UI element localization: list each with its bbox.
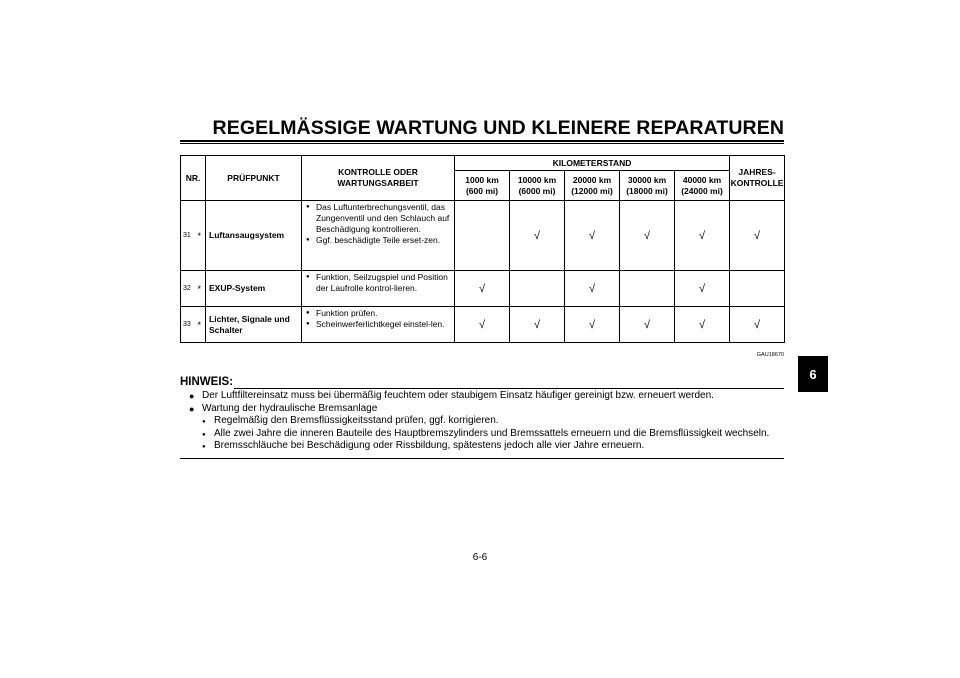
header-annual-line2: KONTROLLE [730, 178, 784, 188]
header-work-line2: WARTUNGSARBEIT [337, 178, 419, 188]
check-cell [620, 271, 675, 307]
header-work-line1: KONTROLLE ODER [338, 167, 418, 177]
note-subitem: ● Bremsschläuche bei Beschädigung oder Rissbildung, spätestens jedoch alle vier Jahre erneuern. [180, 440, 784, 453]
row-item [206, 307, 302, 343]
row-work [302, 307, 455, 343]
interval-mi: (12000 mi) [571, 185, 613, 196]
note-item: ● Der Luftfiltereinsatz muss bei übermäßig feuchtem oder staubigem Einsatz häufiger gereinigt bzw. erneuert werden. [180, 390, 784, 403]
note-subitem: ● Regelmäßig den Bremsflüssigkeitsstand prüfen, ggf. korrigieren. [180, 415, 784, 428]
row-number: 31 [181, 201, 198, 271]
table-row [181, 271, 785, 307]
header-work [302, 156, 455, 201]
note-body [180, 390, 784, 453]
check-cell [730, 271, 785, 307]
check-cell: √ [565, 271, 620, 307]
interval-mi: (18000 mi) [626, 185, 668, 196]
interval-mi: (6000 mi) [518, 185, 556, 196]
header-annual [730, 156, 785, 201]
note-item: ● Wartung der hydraulische Bremsanlage [180, 403, 784, 416]
note-rule [234, 388, 784, 389]
check-cell [510, 271, 565, 307]
header-interval [675, 171, 730, 201]
header-interval [620, 171, 675, 201]
check-cell: √ [510, 307, 565, 343]
work-bullet: ● Das Luftunterbrechungsventil, das Zungenventil und den Schlauch auf Beschädigung kontrollieren. [316, 202, 452, 235]
table-row [181, 201, 785, 271]
check-cell: √ [675, 271, 730, 307]
check-cell: √ [675, 201, 730, 271]
row-star: * [198, 271, 206, 307]
check-cell: √ [565, 201, 620, 271]
interval-mi: (600 mi) [465, 185, 499, 196]
check-cell: √ [675, 307, 730, 343]
row-item [206, 201, 302, 271]
header-interval [455, 171, 510, 201]
row-item-line1: Luftansaugsystem [209, 230, 285, 240]
chapter-tab: 6 [798, 356, 828, 392]
check-cell: √ [730, 307, 785, 343]
row-work [302, 201, 455, 271]
header-annual-line1: JAHRES- [738, 167, 776, 177]
page-number: 6-6 [472, 552, 488, 563]
row-star: * [198, 307, 206, 343]
work-bullet: ● Scheinwerferlichtkegel einstel-len. [316, 319, 452, 330]
row-work [302, 271, 455, 307]
interval-km: 40000 km [682, 174, 722, 185]
work-bullet: ● Ggf. beschädigte Teile erset-zen. [316, 235, 452, 246]
work-bullet: ● Funktion, Seilzugspiel und Position der Laufrolle kontrol-lieren. [316, 272, 452, 294]
check-cell: √ [730, 201, 785, 271]
interval-km: 1000 km [465, 174, 499, 185]
header-km-group: KILOMETERSTAND [455, 156, 730, 171]
note-label: HINWEIS: [180, 376, 234, 388]
maintenance-table [180, 155, 785, 343]
page-title: REGELMÄSSIGE WARTUNG UND KLEINERE REPARATUREN [212, 117, 784, 139]
work-bullet: ● Funktion prüfen. [316, 308, 452, 319]
header-interval [510, 171, 565, 201]
interval-km: 10000 km [517, 174, 557, 185]
interval-km: 20000 km [572, 174, 612, 185]
check-cell: √ [620, 201, 675, 271]
check-cell: √ [510, 201, 565, 271]
check-cell: √ [455, 271, 510, 307]
header-nr: NR. [181, 156, 206, 201]
row-item-line2: Schalter [209, 324, 243, 335]
note-subitem: ● Alle zwei Jahre die inneren Bauteile des Hauptbremszylinders und Bremssattels erneuern und die Bremsflüssigkeit wechseln. [180, 428, 784, 441]
row-number: 33 [181, 307, 198, 343]
check-cell: √ [620, 307, 675, 343]
row-item-line1: EXUP-System [209, 283, 266, 293]
check-cell: √ [455, 307, 510, 343]
document-code: GAU18670 [756, 352, 784, 358]
header-item: PRÜFPUNKT [206, 156, 302, 201]
row-number: 32 [181, 271, 198, 307]
row-item-line1: Lichter, Signale und [209, 313, 290, 324]
row-star: * [198, 201, 206, 271]
title-rule [180, 140, 784, 144]
row-item [206, 271, 302, 307]
interval-mi: (24000 mi) [681, 185, 723, 196]
header-interval [565, 171, 620, 201]
check-cell [455, 201, 510, 271]
table-row [181, 307, 785, 343]
interval-km: 30000 km [627, 174, 667, 185]
note-bottom-rule [180, 458, 784, 459]
check-cell: √ [565, 307, 620, 343]
